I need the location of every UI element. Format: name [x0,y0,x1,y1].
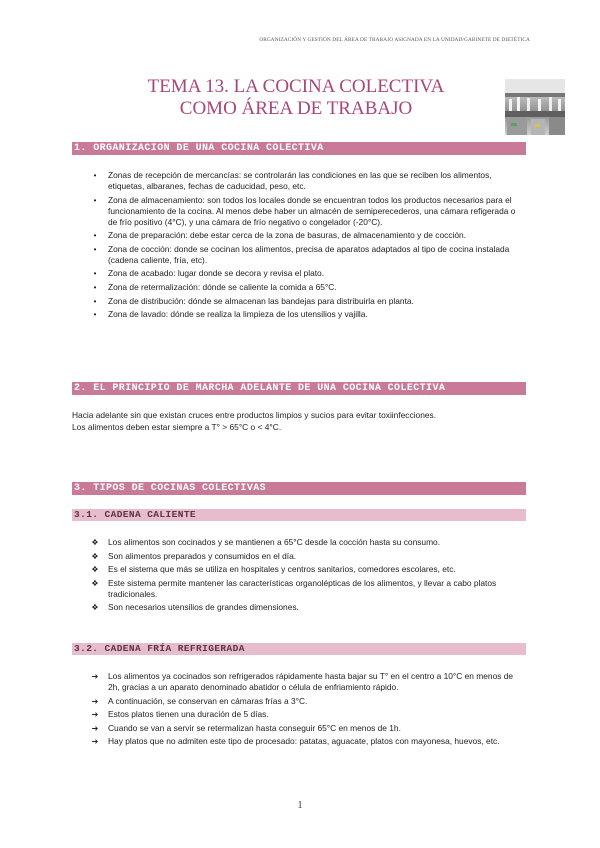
list-item: • Zona de preparación: debe estar cerca de la zona de basuras, de almacenamiento y de cocción. [87,230,517,241]
list-item: ➔ Estos platos tienen una duración de 5 días. [87,709,522,720]
bullet-icon: • [93,269,97,279]
bullet-icon: • [93,231,97,241]
kitchen-photo [505,79,565,135]
list-item: ❖ Los alimentos son cocinados y se mantienen a 65°C desde la cocción hasta su consumo. [87,537,522,548]
arrow-bullet-icon: ➔ [91,696,99,706]
page-number: 1 [297,800,303,811]
list-item: ➔ Cuando se van a servir se retermalizan hasta conseguir 65°C en menos de 1h. [87,723,522,734]
list-item: • Zona de distribución: dónde se almacenan las bandejas para distribuirla en planta. [87,296,517,307]
list-item: ❖ Son alimentos preparados y consumidos en el día. [87,551,522,562]
section-2-text-line-2: Los alimentos deben estar siempre a T° > 65°C o < 4°C. [72,422,282,432]
title-line-2: COMO ÁREA DE TRABAJO [179,98,413,119]
list-item: • Zona de almacenamiento: son todos los locales donde se encuentran todos los productos necesarios para el funcionamiento de la cocina. Al menos debe haber un almacén de semiperecederos, una cámara refigerada o de frío positivo (4°C), y una cámara de frío negativo o congelador (-20°C). [87,195,517,228]
list-item: ➔ A continuación, se conservan en cámaras frías a 3°C. [87,696,522,707]
kitchen-photo-icon [505,79,565,135]
list-item: • Zona de cocción: donde se cocinan los alimentos, precisa de aparatos adaptados al tipo de cocina instalada (cadena caliente, fría, etc). [87,244,517,266]
bullet-icon: • [93,171,97,180]
section-3-1-list [87,537,522,616]
diamond-bullet-icon: ❖ [91,551,99,561]
bullet-icon: • [93,282,97,292]
diamond-bullet-icon: ❖ [91,538,99,547]
section-3-1-heading: 3.1. CADENA CALIENTE [72,509,526,521]
diamond-bullet-icon: ❖ [91,565,99,575]
list-item: ❖ Son necesarios utensilios de grandes dimensiones. [87,602,522,613]
list-item: ➔ Los alimentos ya cocinados son refrigerados rápidamente hasta bajar su T° en el centro a 10°C en menos de 2h, gracias a un aparato denominado abatidor o célula de enfriamiento rápido. [87,671,522,693]
list-item: • Zona de acabado: lugar donde se decora y revisa el plato. [87,268,517,279]
bullet-icon: • [93,310,97,320]
bullet-icon: • [93,244,97,254]
section-2-heading: 2. EL PRINCIPIO DE MARCHA ADELANTE DE UNA COCINA COLECTIVA [72,382,526,395]
title-line-1: TEMA 13. LA COCINA COLECTIVA [147,76,445,97]
running-header: ORGANIZACIÓN Y GESTIÓN DEL ÁREA DE TRABAJO ASIGNADA EN LA UNIDAD/GABINETE DE DIETÉTICA [259,37,530,43]
list-item: ➔ Hay platos que no admiten este tipo de procesado: patatas, aguacate, platos con mayonesa, huevos, etc. [87,736,522,747]
section-2-text-line-1: Hacia adelante sin que existan cruces entre productos limpios y sucios para evitar toxiinfecciones. [72,410,437,420]
section-1-heading: 1. ORGANIZACION DE UNA COCINA COLECTIVA [72,142,526,155]
section-3-2-heading: 3.2. CADENA FRÍA REFRIGERADA [72,643,526,655]
bullet-icon: • [93,195,97,205]
arrow-bullet-icon: ➔ [91,672,99,681]
list-item: • Zona de lavado: dónde se realiza la limpieza de los utensilios y vajilla. [87,309,517,320]
list-item: • Zona de retermalización: dónde se caliente la comida a 65°C. [87,282,517,293]
page-title [96,76,496,120]
list-item: ❖ Este sistema permite mantener las características organolépticas de los alimentos, y llevar a cabo platos tradicionales. [87,578,522,600]
list-item: ❖ Es el sistema que más se utiliza en hospitales y centros sanitarios, comedores escolares, etc. [87,564,522,575]
diamond-bullet-icon: ❖ [91,603,99,613]
list-item: • Zonas de recepción de mercancías: se controlarán las condiciones en las que se reciben los alimentos, etiquetas, albaranes, fechas de caducidad, peso, etc. [87,170,517,192]
section-3-heading: 3. TIPOS DE COCINAS COLECTIVAS [72,482,526,495]
section-1-list [87,170,517,323]
arrow-bullet-icon: ➔ [91,710,99,720]
diamond-bullet-icon: ❖ [91,578,99,588]
arrow-bullet-icon: ➔ [91,737,99,747]
arrow-bullet-icon: ➔ [91,723,99,733]
bullet-icon: • [93,296,97,306]
section-3-2-list [87,671,522,750]
